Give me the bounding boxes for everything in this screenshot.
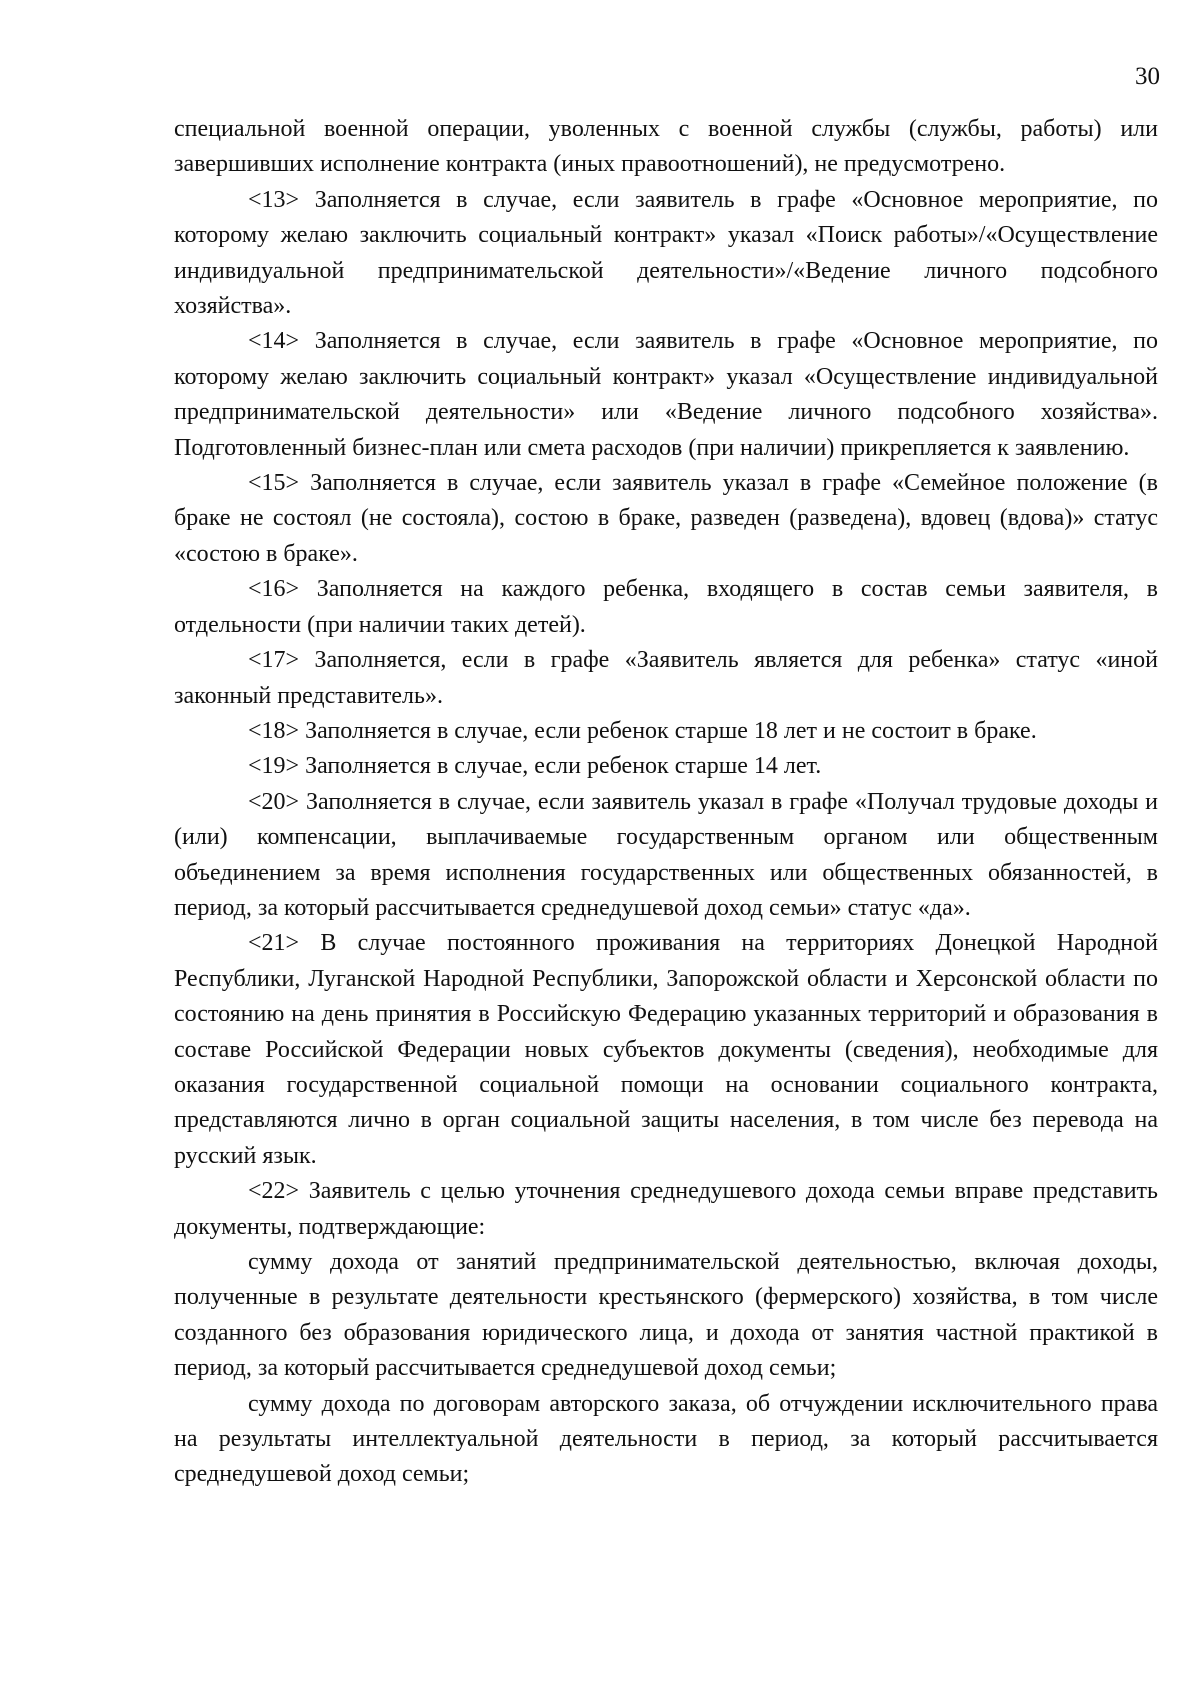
page-number: 30 — [1135, 63, 1160, 90]
footnote-22: <22> Заявитель с целью уточнения среднедушевого дохода семьи вправе представить документы, подтверждающие: — [174, 1178, 1158, 1240]
footnote-18: <18> Заполняется в случае, если ребенок старше 18 лет и не состоит в браке. — [248, 717, 1037, 744]
footnote-19: <19> Заполняется в случае, если ребенок старше 14 лет. — [248, 753, 822, 780]
footnote-16: <16> Заполняется на каждого ребенка, входящего в состав семьи заявителя, в отдельности (при наличии таких детей). — [174, 576, 1158, 638]
document-body — [174, 112, 1158, 1493]
footnote-22-item-2: сумму дохода по договорам авторского заказа, об отчуждении исключительного права на результаты интеллектуальной деятельности в период, за который рассчитывается среднедушевой доход семьи; — [174, 1390, 1158, 1488]
footnote-20: <20> Заполняется в случае, если заявитель указал в графе «Получал трудовые доходы и (или) компенсации, выплачиваемые государственным органом или общественным объединением за время исполнения государственных или общественных обязанностей, в период, за который рассчитывается среднедушевой доход семьи» статус «да». — [174, 788, 1158, 921]
footnote-14: <14> Заполняется в случае, если заявитель в графе «Основное мероприятие, по которому желаю заключить социальный контракт» указал «Осуществление индивидуальной предпринимательской деятельности» или «Ведение личного подсобного хозяйства». Подготовленный бизнес-план или смета расходов (при наличии) прикрепляется к заявлению. — [174, 328, 1158, 461]
paragraph-continuation: специальной военной операции, уволенных с военной службы (службы, работы) или завершивших исполнение контракта (иных правоотношений), не предусмотрено. — [174, 116, 1158, 178]
footnote-15: <15> Заполняется в случае, если заявитель указал в графе «Семейное положение (в браке не состоял (не состояла), состою в браке, разведен (разведена), вдовец (вдова)» статус «состою в браке». — [174, 470, 1158, 567]
footnote-13: <13> Заполняется в случае, если заявитель в графе «Основное мероприятие, по которому желаю заключить социальный контракт» указал «Поиск работы»/«Осуществление индивидуальной предпринимательской деятельности»/«Ведение личного подсобного хозяйства». — [174, 186, 1158, 320]
footnote-17: <17> Заполняется, если в графе «Заявитель является для ребенка» статус «иной законный представитель». — [174, 647, 1158, 709]
footnote-21: <21> В случае постоянного проживания на территориях Донецкой Народной Республики, Луганской Народной Республики, Запорожской области и Херсонской области по состоянию на день принятия в Российскую Федерацию указанных территорий и образования в составе Российской Федерации новых субъектов документы (сведения), необходимые для оказания государственной социальной помощи на основании социального контракта, представляются лично в орган социальной защиты населения, в том числе без перевода на русский язык. — [174, 930, 1158, 1169]
footnote-22-item-1: сумму дохода от занятий предпринимательской деятельностью, включая доходы, полученные в результате деятельности крестьянского (фермерского) хозяйства, в том числе созданного без образования юридического лица, и дохода от занятия частной практикой в период, за который рассчитывается среднедушевой доход семьи; — [174, 1249, 1158, 1382]
